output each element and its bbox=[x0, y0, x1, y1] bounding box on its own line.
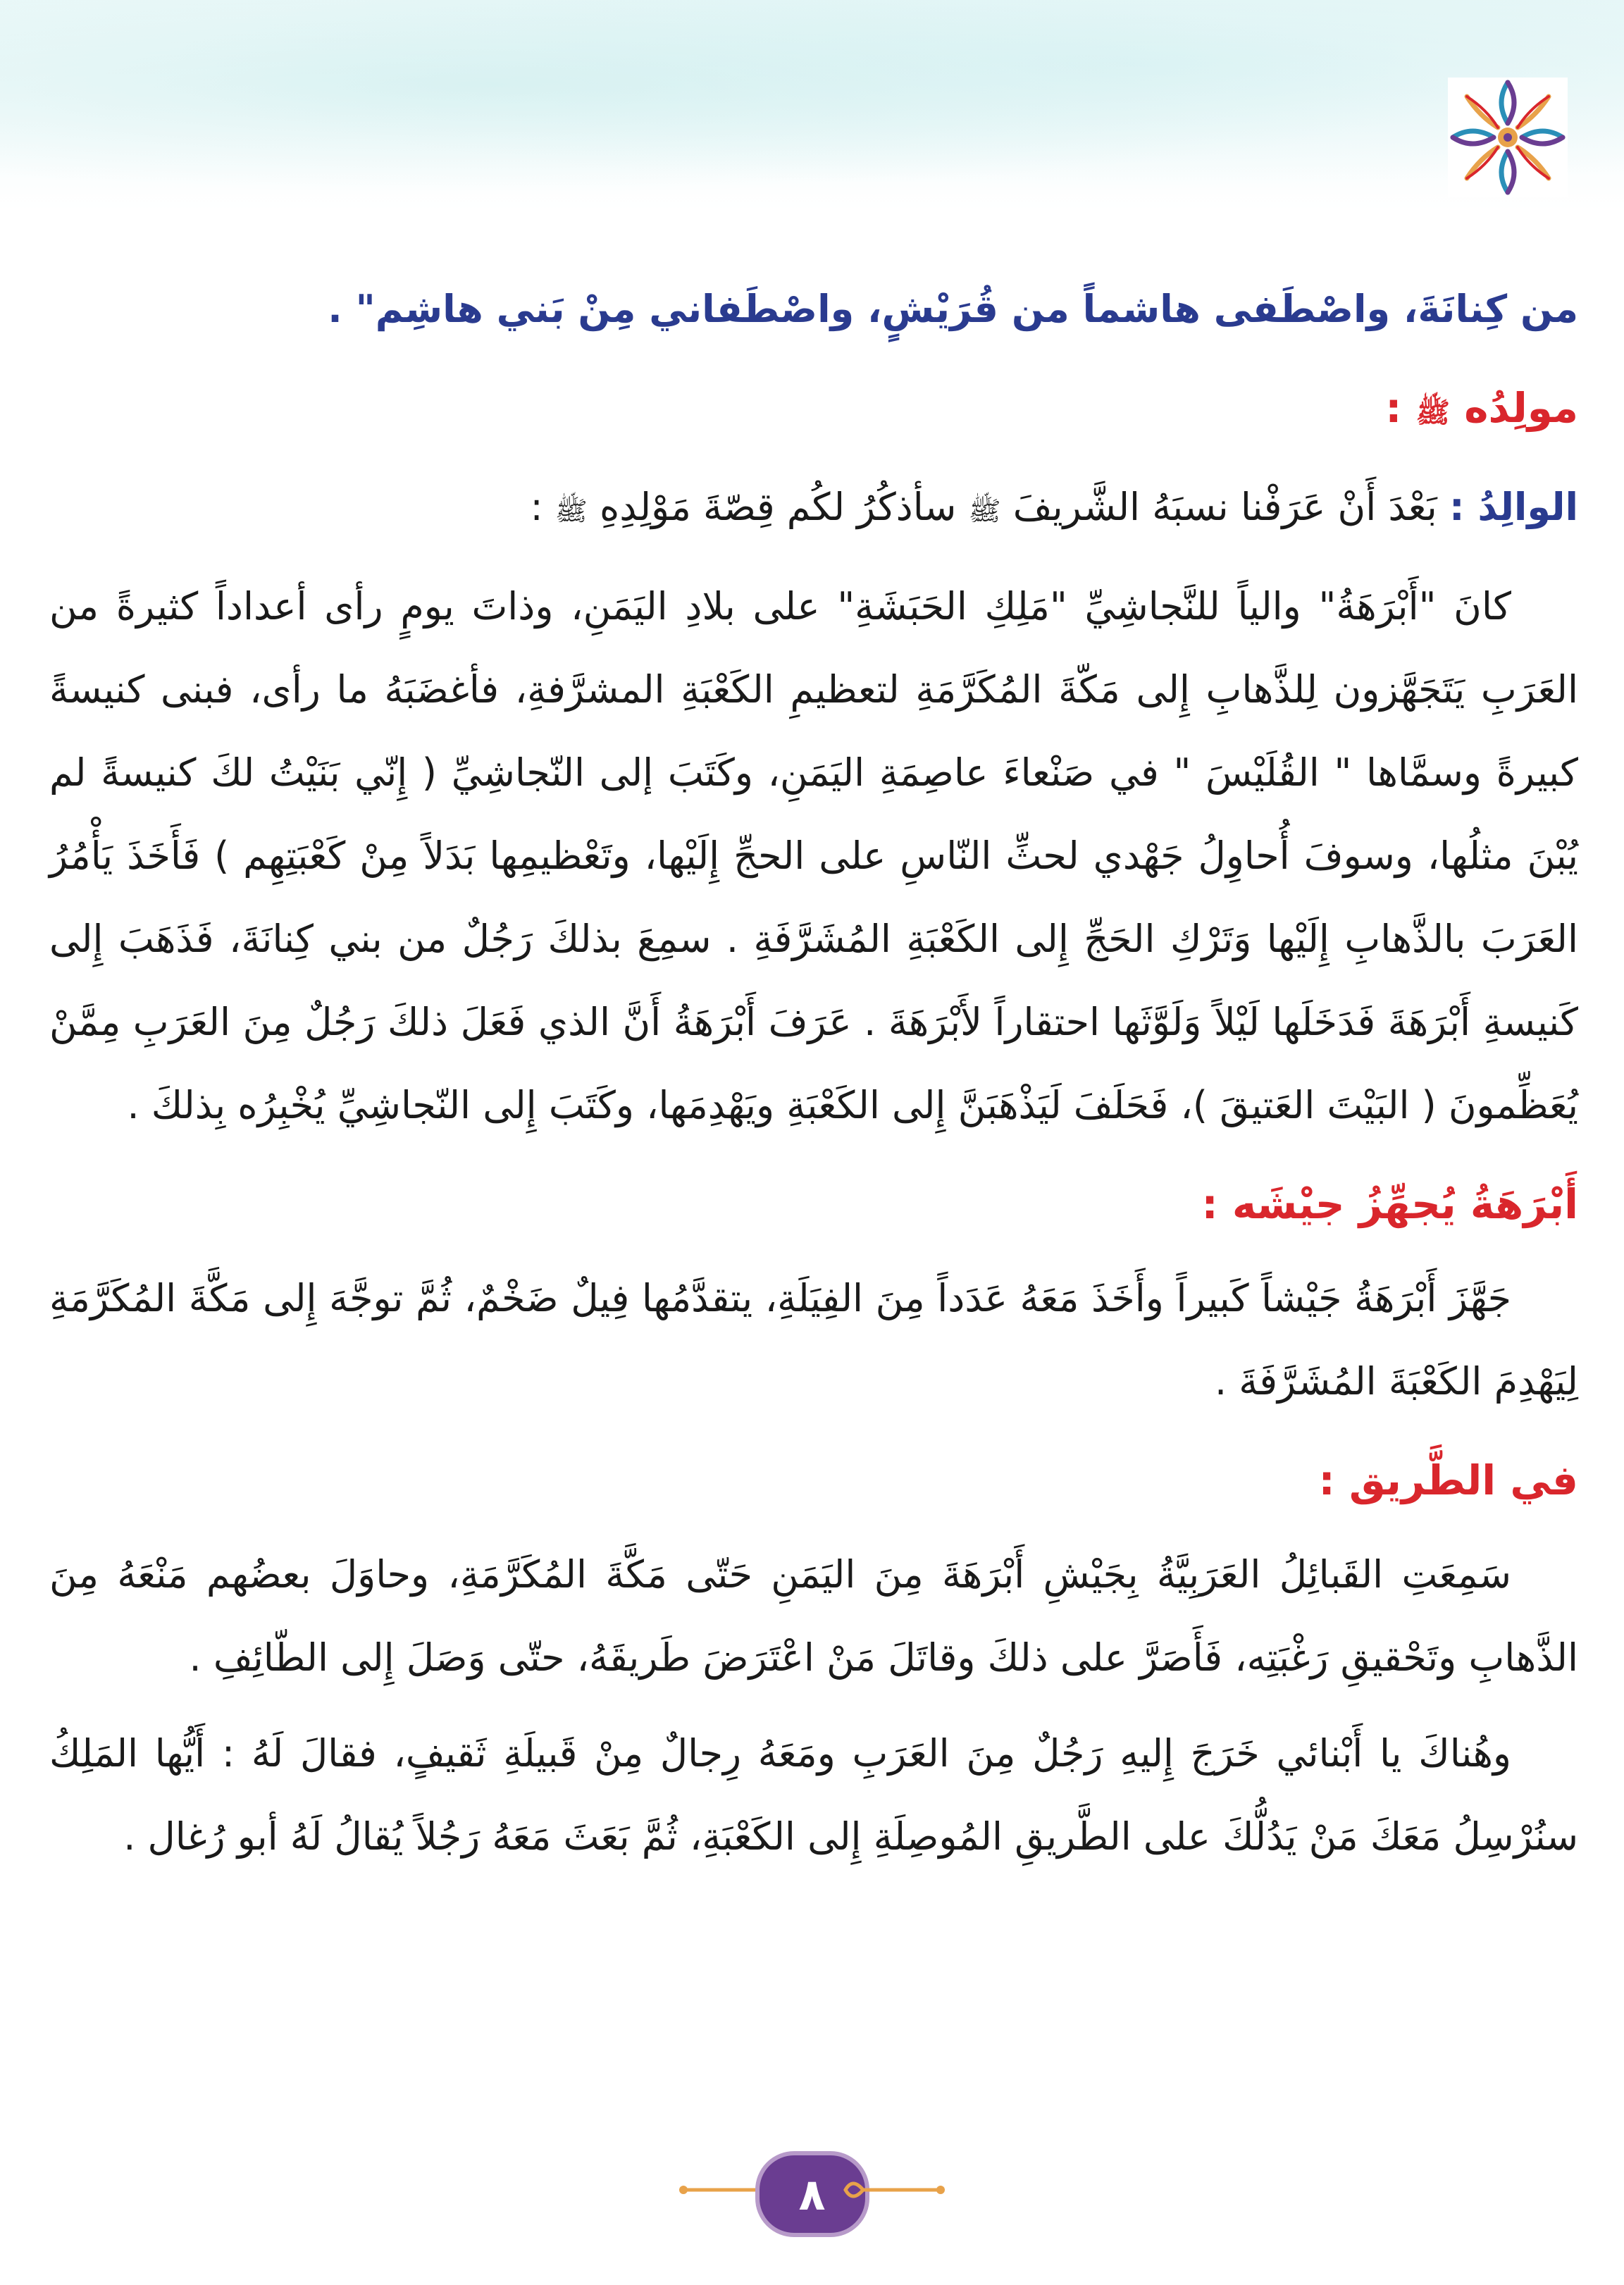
continuation-text: من كِنانَةَ، واصْطَفى هاشماً من قُرَيْشٍ، واصْطَفاني مِنْ بَني هاشِم" . bbox=[328, 287, 1578, 331]
abraha-story-paragraph: كانَ "أَبْرَهَةُ" والياً للنَّجاشِيِّ "مَلِكِ الحَبَشَةِ" على بلادِ اليَمَنِ، وذاتَ يومٍ رأى أعداداً كثيرةً من العَرَبِ يَتَجَهَّزون لِلذَّهابِ إِلى مَكّةَ المُكَرَّمَةِ لتعظيمِ الكَعْبَةِ المشرَّفةِ، فأغضَبَهُ ما رأى، فبنى كنيسةً كبيرةً وسمَّاها " القُلَيْسَ " في صَنْعاءَ عاصِمَةِ اليَمَنِ، وكَتَبَ إلى النّجاشِيِّ ( إِنّي بَنَيْتُ لكَ كنيسةً لم يُبْنَ مثلُها، وسوفَ أُحاوِلُ جَهْدي لحثِّ النّاسِ على الحجِّ إِلَيْها، وتَعْظيمِها بَدَلاً مِنْ كَعْبَتِهِم ) فَأَخَذَ يَأْمُرُ العَرَبَ بالذَّهابِ إِلَيْها وَتَرْكِ الحَجِّ إِلى الكَعْبَةِ المُشَرَّفَةِ . سمِعَ بذلكَ رَجُلٌ من بني كِنانَةَ، فَذَهَبَ إِلى كَنيسةِ أَبْرَهَةَ فَدَخَلَها لَيْلاً وَلَوَّثَها احتقاراً لأَبْرَهَةَ . عَرَفَ أَبْرَهَةُ أَنَّ الذي فَعَلَ ذلكَ رَجُلٌ مِنَ العَرَبِ مِمَّنْ يُعَظِّمونَ ( البَيْتَ العَتيقَ )، فَحَلَفَ لَيَذْهَبَنَّ إِلى الكَعْبَةِ ويَهْدِمَها، وكَتَبَ إِلى النّجاشِيِّ يُخْبِرُه بِذلكَ . bbox=[49, 584, 1578, 1127]
birth-intro-label: الوالِدُ : bbox=[1449, 485, 1578, 529]
birth-intro bbox=[49, 466, 1578, 552]
birth-intro-part1: بَعْدَ أَنْ عَرَفْنا نسبَهُ الشَّريفَ bbox=[1012, 485, 1437, 529]
page-footer bbox=[0, 2144, 1624, 2243]
road-heading: في الطَّريق : bbox=[1318, 1456, 1578, 1504]
right-scroll-ornament-icon bbox=[842, 2176, 948, 2204]
page-number: ٨ bbox=[798, 2168, 826, 2220]
decorative-header-band bbox=[0, 0, 1624, 211]
birth-heading-colon: : bbox=[1385, 384, 1402, 432]
army-heading: أَبْرَهَةُ يُجهِّزُ جيْشَه : bbox=[1201, 1180, 1578, 1228]
birth-intro-end: : bbox=[530, 485, 543, 529]
honorific-icon: ﷺ bbox=[554, 495, 588, 526]
birth-heading-text: مولِدُه bbox=[1464, 384, 1578, 432]
floral-ornament-icon bbox=[1448, 78, 1568, 197]
army-paragraph: جَهَّزَ أَبْرَهَةُ جَيْشاً كَبيراً وأَخَذَ مَعَهُ عَدَداً مِنَ الفِيَلَةِ، يتقدَّمُها فِيلٌ ضَخْمٌ، ثُمَّ توجَّهَ إِلى مَكَّةَ المُكَرَّمَةِ لِيَهْدِمَ الكَعْبَةَ المُشَرَّفَةَ . bbox=[49, 1276, 1578, 1404]
honorific-icon: ﷺ bbox=[1415, 397, 1450, 429]
honorific-icon: ﷺ bbox=[968, 495, 1001, 526]
birth-intro-part2: سأذكُرُ لكُم قِصّةَ مَوْلِدِهِ bbox=[599, 485, 957, 529]
road-paragraph-2: وهُناكَ يا أَبْنائي خَرَجَ إِليهِ رَجُلٌ مِنَ العَرَبِ ومَعَهُ رِجالٌ مِنْ قَبيلَةِ ثَقيفٍ، فقالَ لَهُ : أَيُّها المَلِكُ سنُرْسِلُ مَعَكَ مَنْ يَدُلُّكَ على الطَّريقِ المُوصِلَةِ إِلى الكَعْبَةِ، ثُمَّ بَعَثَ مَعَهُ رَجُلاً يُقالُ لَهُ أبو رُغال . bbox=[49, 1731, 1578, 1859]
road-paragraph-1: سَمِعَتِ القَبائِلُ العَرَبِيَّةُ بِجَيْشِ أَبْرَهَةَ مِنَ اليَمَنِ حَتّى مَكَّةَ المُكَرَّمَةِ، وحاوَلَ بعضُهم مَنْعَهُ مِنَ الذَّهابِ وتَحْقيقِ رَغْبَتِه، فَأَصَرَّ على ذلكَ وقاتَلَ مَنْ اعْتَرَضَ طَريقَهُ، حتّى وَصَلَ إِلى الطّائِفِ . bbox=[49, 1552, 1578, 1680]
birth-heading bbox=[49, 369, 1578, 452]
page-body bbox=[49, 268, 1578, 1891]
